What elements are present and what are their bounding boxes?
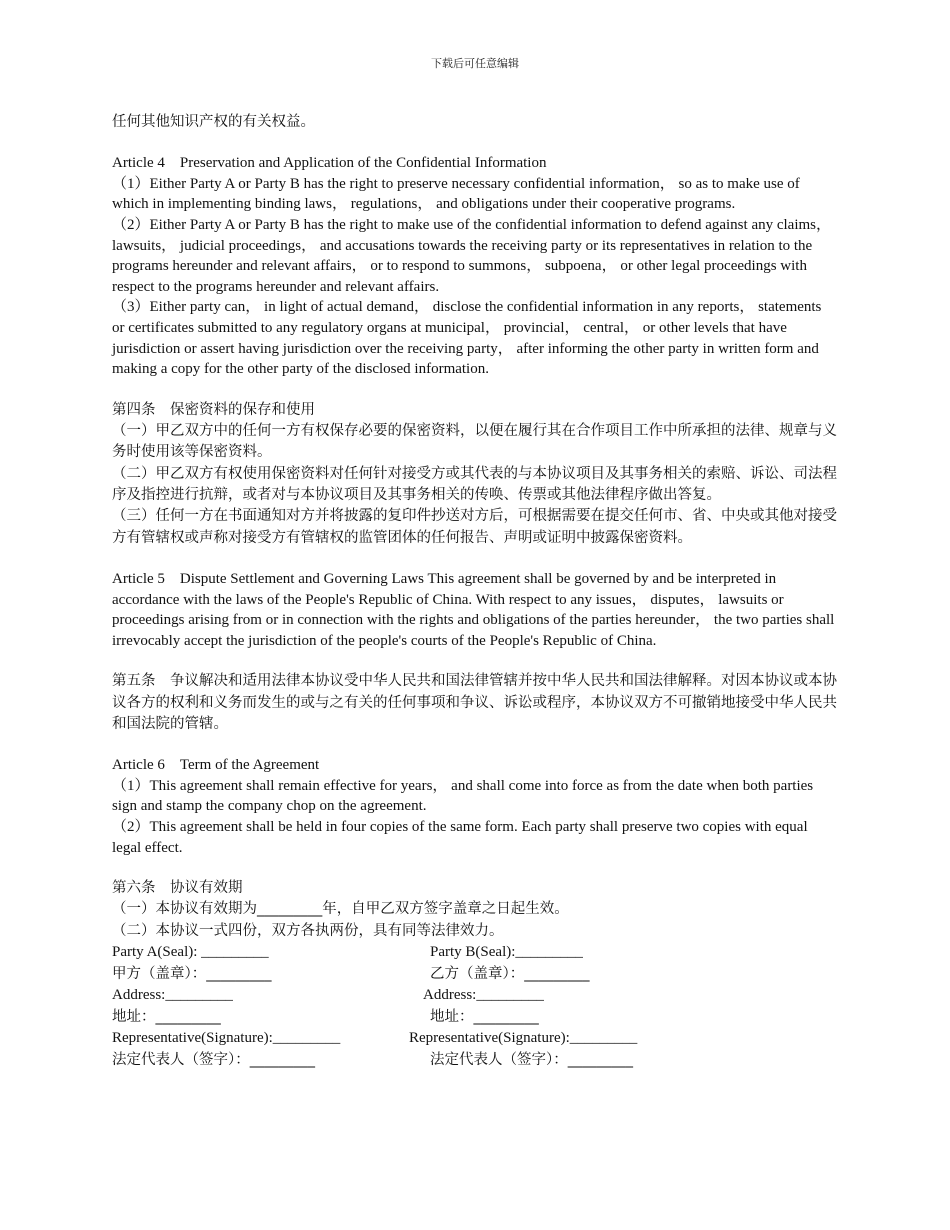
address-a-cn: 地址：_________	[112, 1008, 221, 1025]
page-header: 下载后可任意编辑	[431, 57, 519, 70]
article4-cn	[112, 400, 837, 549]
top-line: 任何其他知识产权的有关权益。	[112, 114, 315, 130]
article4-en-p3: （3）Either party can， in light of actual demand， disclose the confidential information in any reports， statements or certificates submitted to any regulatory organs at municipal， provincial， central， or other levels that have jurisdiction or assert having jurisdiction over the receiving party， after informing the other party in written form and making a copy for the other party of the disclosed information.	[112, 299, 822, 378]
article6-en-p1: （1）This agreement shall remain effective for years， and shall come into force as from the date when both parties sign and stamp the company chop on the agreement.	[112, 777, 814, 815]
article5-en: Article 5 Dispute Settlement and Governing Laws This agreement shall be governed by and be interpreted in accordance with the laws of the People's Republic of China. With respect to any issues， disputes， lawsuits or proceedings arising from or in connection with the rights and obligations of the parties hereunder， the two parties shall irrevocably accept the jurisdiction of the people's courts of the People's Republic of China.	[112, 570, 835, 649]
signature-block	[112, 942, 837, 1071]
article4-en-p2: （2）Either Party A or Party B has the right to make use of the confidential information to defend against any claims， lawsuits， judicial proceedings， and accusations towards the receiving party or its representatives in relation to the programs hereunder and relevant affairs， or to respond to summons， subpoena， or other legal proceedings with respect to the programs hereunder and relevant affairs.	[112, 217, 832, 295]
document-body	[112, 112, 837, 1071]
article4-en-title: Article 4 Preservation and Application of the Confidential Information	[112, 155, 547, 172]
article4-en	[112, 153, 837, 380]
article4-en-p1: （1）Either Party A or Party B has the right to preserve necessary confidential information， so as to make use of which in implementing binding laws， regulations， and obligations under their cooperative programs.	[112, 175, 800, 213]
article4-cn-p3: （三）任何一方在书面通知对方并将披露的复印件抄送对方后，可根据需要在提交任何市、省、中央或其他对接受方有管辖权或声称对接受方有管辖权的监管团体的任何报告、声明或证明中披露保密资料。	[112, 508, 837, 546]
article4-cn-p1: （一）甲乙双方中的任何一方有权保存必要的保密资料，以便在履行其在合作项目工作中所承担的法律、规章与义务时使用该等保密资料。	[112, 423, 837, 461]
representative-a-cn: 法定代表人（签字）：_________	[112, 1051, 315, 1068]
article5-cn: 第五条 争议解决和适用法律本协议受中华人民共和国法律管辖并按中华人民共和国法律解释。对因本协议或本协议各方的权利和义务而发生的或与之有关的任何事项和争议、诉讼或程序，本协议双方不可撤销地接受中华人民共和国法院的管辖。	[112, 673, 837, 732]
party-a-seal-cn: 甲方（盖章）：_________	[112, 965, 272, 982]
party-b-seal-en: Party B(Seal):_________	[430, 944, 583, 961]
article6-en	[112, 755, 837, 858]
representative-a-en: Representative(Signature):_________	[112, 1030, 341, 1047]
article6-cn-p2: （二）本协议一式四份，双方各执两份，具有同等法律效力。	[112, 922, 504, 939]
address-b-en: Address:_________	[423, 987, 544, 1004]
article4-cn-title: 第四条 保密资料的保存和使用	[112, 401, 315, 418]
party-a-seal-en: Party A(Seal): _________	[112, 944, 269, 961]
article6-cn-title: 第六条 协议有效期	[112, 880, 243, 897]
article4-cn-p2: （二）甲乙双方有权使用保密资料对任何针对接受方或其代表的与本协议项目及其事务相关的索赔、诉讼、司法程序及指控进行抗辩，或者对与本协议项目及其事务相关的传唤、传票或其他法律程序做出答复。	[112, 465, 837, 504]
representative-b-cn: 法定代表人（签字）：_________	[430, 1051, 633, 1068]
article6-cn	[112, 878, 837, 942]
party-b-seal-cn: 乙方（盖章）：_________	[430, 965, 590, 982]
address-a-en: Address:_________	[112, 987, 233, 1004]
article6-cn-p1: （一）本协议有效期为_________年，自甲乙双方签字盖章之日起生效。	[112, 901, 569, 918]
representative-b-en: Representative(Signature):_________	[409, 1030, 638, 1047]
article6-en-title: Article 6 Term of the Agreement	[112, 757, 320, 774]
article6-en-p2: （2）This agreement shall be held in four copies of the same form. Each party shall preserve two copies with equal legal effect.	[112, 818, 808, 856]
address-b-cn: 地址：_________	[430, 1008, 539, 1025]
